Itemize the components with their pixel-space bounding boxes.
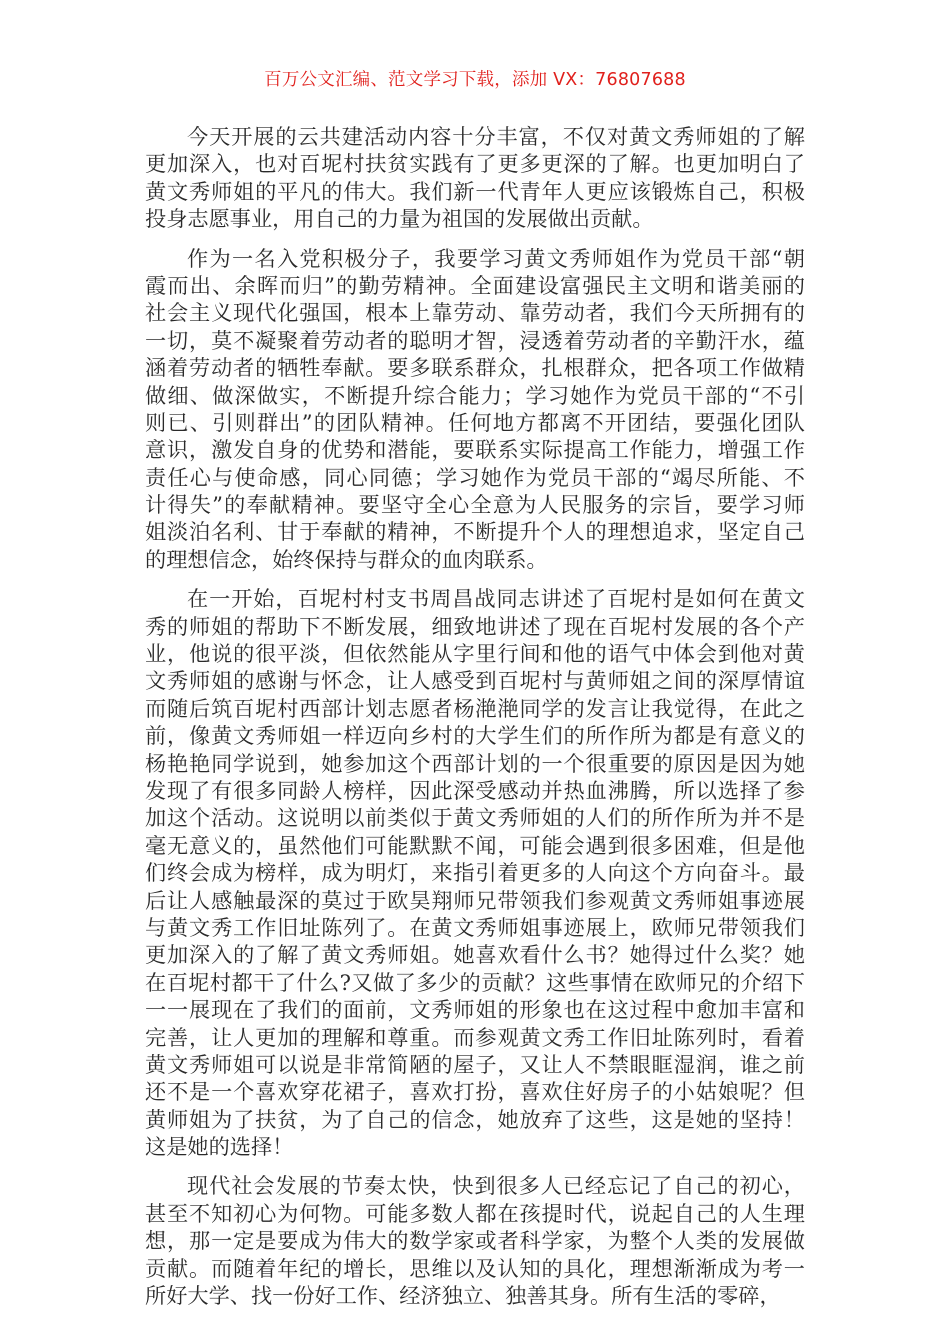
text-line: 霞而出、余晖而归”的勤劳精神。全面建设富强民主文明和谐美丽的 xyxy=(145,272,805,298)
text-line: 贡献。而随着年纪的增长，思维以及认知的具化，理想渐渐成为考一 xyxy=(145,1255,805,1281)
text-line: 更加深入的了解了黄文秀师姐。她喜欢看什么书？她得过什么奖？她 xyxy=(145,942,805,968)
text-line: 现代社会发展的节奏太快，快到很多人已经忘记了自己的初心， xyxy=(187,1173,805,1199)
text-line: 发现了有很多同龄人榜样，因此深受感动并热血沸腾，所以选择了参 xyxy=(145,777,805,803)
text-line: 责任心与使命感，同心同德；学习她作为党员干部的“竭尽所能、不 xyxy=(145,464,805,490)
text-line: 而随后筑百坭村西部计划志愿者杨滟滟同学的发言让我觉得，在此之 xyxy=(145,695,805,721)
text-line: 前，像黄文秀师姐一样迈向乡村的大学生们的所作所为都是有意义的 xyxy=(145,723,805,749)
text-line: 杨艳艳同学说到，她参加这个西部计划的一个很重要的原因是因为她 xyxy=(145,750,805,776)
text-line: 更加深入，也对百坭村扶贫实践有了更多更深的了解。也更加明白了 xyxy=(145,151,805,177)
text-line: 则已、引则群出”的团队精神。任何地方都离不开团结，要强化团队 xyxy=(145,409,805,435)
text-line: 后让人感触最深的莫过于欧昊翔师兄带领我们参观黄文秀师姐事迹展 xyxy=(145,887,805,913)
text-line: 今天开展的云共建活动内容十分丰富，不仅对黄文秀师姐的了解 xyxy=(187,124,805,149)
text-line: 在一开始，百坭村村支书周昌战同志讲述了百坭村是如何在黄文 xyxy=(187,586,805,612)
text-line: 业，他说的很平淡，但依然能从字里行间和他的语气中体会到他对黄 xyxy=(145,641,805,667)
text-line: 完善，让人更加的理解和尊重。而参观黄文秀工作旧址陈列时，看着 xyxy=(145,1024,805,1050)
text-line: 还不是一个喜欢穿花裙子，喜欢打扮，喜欢住好房子的小姑娘呢？但 xyxy=(145,1079,805,1105)
text-line: 计得失”的奉献精神。要坚守全心全意为人民服务的宗旨，要学习师 xyxy=(145,492,805,518)
text-line: 文秀师姐的感谢与怀念，让人感受到百坭村与黄师姐之间的深厚情谊 xyxy=(145,668,805,694)
text-line: 秀的师姐的帮助下不断发展，细致地讲述了现在百坭村发展的各个产 xyxy=(145,613,805,639)
text-line: 社会主义现代化强国，根本上靠劳动、靠劳动者，我们今天所拥有的 xyxy=(145,300,805,326)
text-line: 作为一名入党积极分子，我要学习黄文秀师姐作为党员干部“朝 xyxy=(187,245,805,271)
text-line: 加这个活动。这说明以前类似于黄文秀师姐的人们的所作所为并不是 xyxy=(145,805,805,831)
text-line: 黄文秀师姐的平凡的伟大。我们新一代青年人更应该锻炼自己，积极 xyxy=(145,178,805,204)
text-line: 甚至不知初心为何物。可能多数人都在孩提时代，说起自己的人生理 xyxy=(145,1200,805,1226)
text-line: 投身志愿事业，用自己的力量为祖国的发展做出贡献。 xyxy=(145,206,654,232)
text-line: 想，那一定是要成为伟大的数学家或者科学家，为整个人类的发展做 xyxy=(145,1228,805,1254)
text-line: 毫无意义的，虽然他们可能默默不闻，可能会遇到很多困难，但是他 xyxy=(145,832,805,858)
watermark-banner: 百万公文汇编、范文学习下载，添加 VX：76807688 xyxy=(264,70,686,90)
text-line: 黄师姐为了扶贫，为了自己的信念，她放弃了这些，这是她的坚持！ xyxy=(145,1106,805,1132)
text-line: 意识，激发自身的优势和潜能，要联系实际提高工作能力，增强工作 xyxy=(145,437,805,463)
document-body xyxy=(145,123,810,1321)
text-line: 一切，莫不凝聚着劳动者的聪明才智，浸透着劳动者的辛勤汗水，蕴 xyxy=(145,327,805,353)
text-line: 这是她的选择！ xyxy=(145,1134,294,1160)
paragraph xyxy=(145,585,810,1160)
text-line: 黄文秀师姐可以说是非常简陋的屋子，又让人不禁眼眶湿润，谁之前 xyxy=(145,1051,805,1077)
text-line: 们终会成为榜样，成为明灯，来指引着更多的人向这个方向奋斗。最 xyxy=(145,860,805,886)
text-line: 的理想信念，始终保持与群众的血肉联系。 xyxy=(145,546,548,572)
paragraph xyxy=(145,245,810,574)
text-line: 在百坭村都干了什么?又做了多少的贡献？这些事情在欧师兄的介绍下 xyxy=(145,969,805,995)
text-line: 与黄文秀工作旧址陈列了。在黄文秀师姐事迹展上，欧师兄带领我们 xyxy=(145,914,805,940)
text-line: 做细、做深做实，不断提升综合能力；学习她作为党员干部的“不引 xyxy=(145,382,805,408)
text-line: 涵着劳动者的牺牲奉献。要多联系群众，扎根群众，把各项工作做精 xyxy=(145,355,805,381)
paragraph xyxy=(145,123,810,233)
text-line: 姐淡泊名利、甘于奉献的精神，不断提升个人的理想追求，坚定自己 xyxy=(145,519,805,545)
text-line: 所好大学、找一份好工作、经济独立、独善其身。所有生活的零碎， xyxy=(145,1283,781,1309)
paragraph xyxy=(145,1172,810,1309)
text-line: 一一展现在了我们的面前，文秀师姐的形象也在这过程中愈加丰富和 xyxy=(145,997,805,1023)
